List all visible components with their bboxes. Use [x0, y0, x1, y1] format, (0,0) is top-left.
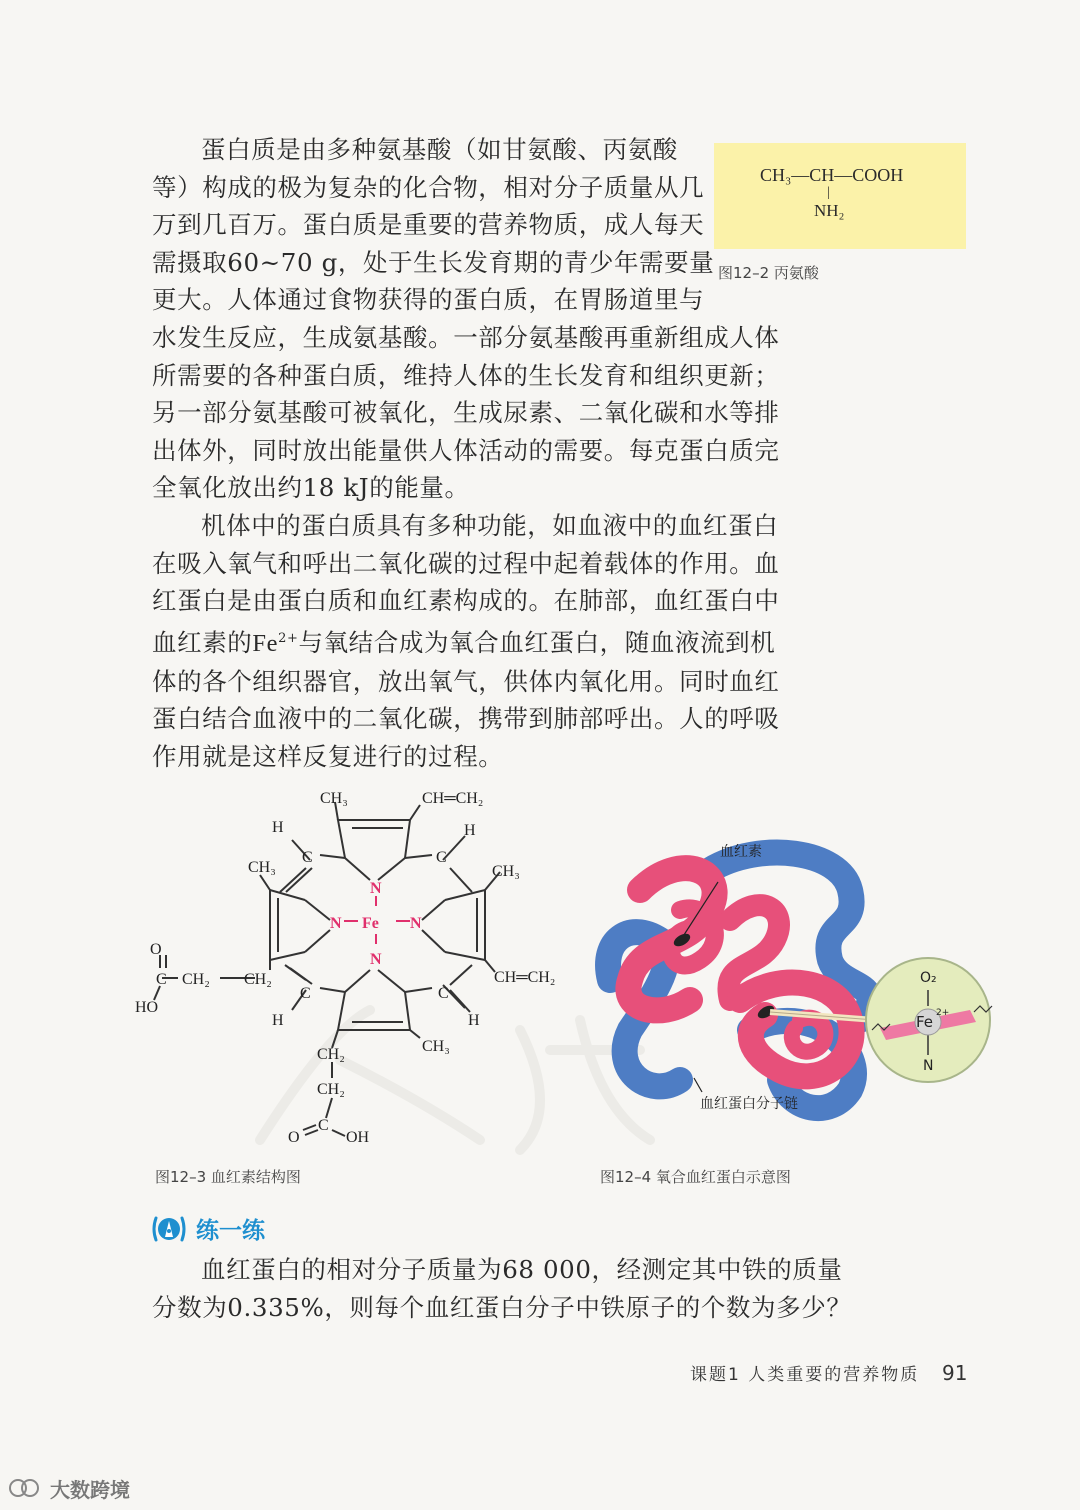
label-ch2-left-a: CH₂	[182, 971, 210, 988]
label-h-bot-right: H	[468, 1012, 480, 1029]
label-o-bottom: O	[288, 1129, 300, 1146]
label-n-right: N	[410, 915, 422, 932]
text-line: 在吸入氧气和呼出二氧化碳的过程中起着载体的作用。血	[152, 548, 780, 578]
alanine-formula-box	[714, 143, 966, 249]
label-n-bottom: N	[370, 951, 382, 968]
alanine-amino-group: NH₂	[814, 201, 845, 220]
label-inset-charge: 2+	[936, 1008, 950, 1018]
text-line: 红蛋白是由蛋白质和血红素构成的。在肺部，血红蛋白中	[152, 586, 780, 616]
oxyhemoglobin-illustration	[590, 830, 1030, 1130]
figure-12-4-caption: 图12–4 氧合血红蛋白示意图	[600, 1168, 791, 1186]
text-line-with-ion	[152, 620, 780, 663]
ion-prefix: 血红素的	[152, 627, 253, 657]
label-c-bot-right: C	[438, 985, 449, 1002]
label-heme: 血红素	[720, 844, 762, 860]
paragraph-protein-intro	[152, 131, 780, 507]
label-ch2-bottom-b: CH₂	[317, 1081, 345, 1098]
figure-12-3-caption: 图12–3 血红素结构图	[155, 1168, 301, 1186]
label-inset-n: N	[923, 1058, 934, 1074]
label-h-bot-left: H	[272, 1012, 284, 1029]
label-c-top-right: C	[436, 849, 447, 866]
text-line: 分数为0.335%，则每个血红蛋白分子中铁原子的个数为多少？	[152, 1292, 852, 1322]
text-line: 作用就是这样反复进行的过程。	[152, 741, 504, 771]
text-line: 机体中的蛋白质具有多种功能，如血液中的血红蛋白	[201, 511, 779, 540]
label-n-top: N	[370, 880, 382, 897]
ion-suffix: 与氧结合成为氧合血红蛋白，随血液流到机	[298, 627, 776, 657]
label-hemoglobin-chain: 血红蛋白分子链	[700, 1096, 798, 1112]
text-line: 蛋白质是由多种氨基酸（如甘氨酸、丙氨酸	[201, 135, 678, 164]
label-n-left: N	[330, 915, 342, 932]
text-line: 万到几百万。蛋白质是重要的营养物质，成人每天	[152, 210, 705, 240]
paragraph-hemoglobin	[152, 507, 780, 775]
label-vinyl-right: CH═CH₂	[494, 969, 556, 986]
text-line: 水发生反应，生成氨基酸。一部分氨基酸再重新组成人体	[152, 322, 780, 352]
label-ch3-top: CH₃	[320, 790, 348, 807]
label-ch3-left: CH₃	[248, 859, 276, 876]
label-fe-center: Fe	[362, 915, 379, 932]
page-number: 91	[942, 1361, 968, 1385]
running-title: 课题1 人类重要的营养物质	[690, 1365, 920, 1385]
exercise-question	[152, 1251, 851, 1326]
label-c-acid-left: C	[156, 971, 167, 988]
text-line: 体的各个组织器官，放出氧气，供体内氧化用。同时血红	[152, 666, 780, 696]
fe-charge: 2+	[278, 630, 299, 646]
watermark-text: 大数跨境	[50, 1478, 130, 1502]
figure-12-2-caption: 图12–2 丙氨酸	[718, 264, 819, 282]
text-line: 更大。人体通过食物获得的蛋白质，在胃肠道里与	[152, 285, 705, 315]
label-inset-fe: Fe	[916, 1013, 934, 1031]
label-h-top-left: H	[272, 819, 284, 836]
label-oh-bottom: OH	[346, 1129, 370, 1146]
text-line: 蛋白结合血液中的二氧化碳，携带到肺部呼出。人的呼吸	[152, 704, 780, 734]
alanine-formula-main: CH₃—CH—COOH	[760, 165, 904, 185]
label-h-top-right: H	[464, 822, 476, 839]
label-c-bot-left: C	[300, 985, 311, 1002]
label-vinyl-top: CH═CH₂	[422, 790, 484, 807]
fe-ion: Fe	[252, 629, 279, 657]
text-line: 需摄取60~70 g，处于生长发育期的青少年需要量	[152, 247, 715, 277]
label-ch3-right: CH₃	[492, 863, 520, 880]
text-line: 血红蛋白的相对分子质量为68 000，经测定其中铁的质量	[201, 1255, 843, 1284]
label-ch2-left-b: CH₂	[244, 971, 272, 988]
alanine-bond: |	[827, 185, 830, 200]
text-line: 等）构成的极为复杂的化合物，相对分子质量从几	[152, 172, 705, 202]
text-line: 所需要的各种蛋白质，维持人体的生长发育和组织更新；	[152, 360, 780, 390]
label-o2: O₂	[920, 970, 937, 986]
text-line: 全氧化放出约18 kJ的能量。	[152, 473, 470, 503]
text-line: 出体外，同时放出能量供人体活动的需要。每克蛋白质完	[152, 435, 780, 465]
label-c-top-left: C	[302, 849, 313, 866]
label-o-left: O	[150, 941, 162, 958]
heme-structure-diagram	[120, 780, 600, 1150]
exercise-pen-icon	[150, 1210, 188, 1248]
text-line: 另一部分氨基酸可被氧化，生成尿素、二氧化碳和水等排	[152, 398, 780, 428]
exercise-title: 练一练	[196, 1218, 265, 1244]
label-ch2-bottom-a: CH₂	[317, 1046, 345, 1063]
label-c-acid-bottom: C	[318, 1117, 329, 1134]
watermark-logo-icon	[8, 1474, 48, 1502]
label-ho-left: HO	[135, 999, 159, 1016]
label-ch3-bottom: CH₃	[422, 1038, 450, 1055]
